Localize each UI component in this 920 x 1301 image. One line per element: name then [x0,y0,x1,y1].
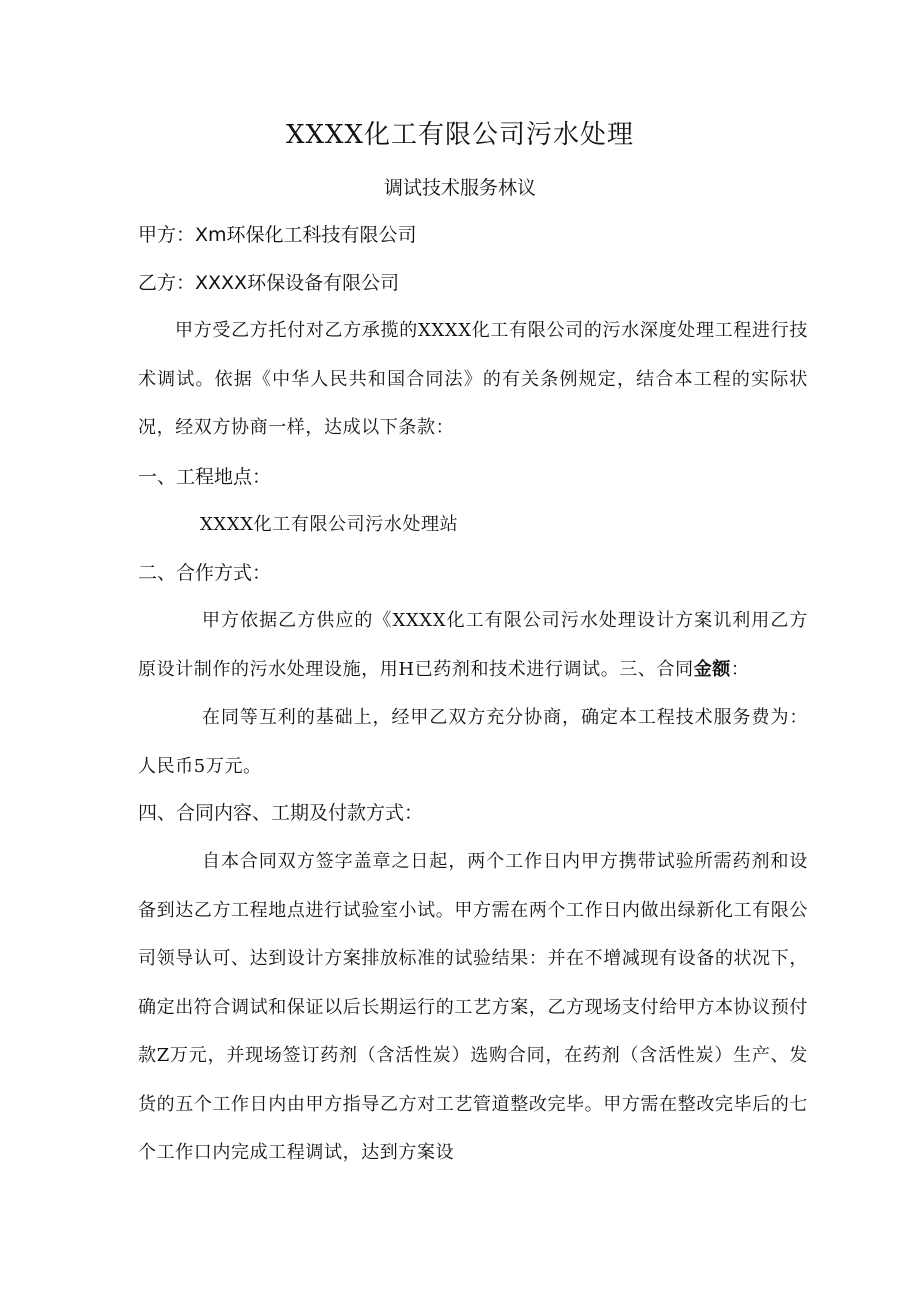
document-title: XXXX化工有限公司污水处理 [285,120,635,150]
section-2-body [138,597,808,694]
section-2-heading: 二、合作方式： [138,562,272,584]
section-2-text: 甲方依据乙方供应的《XXXX化工有限公司污水处理设计方案讥利用乙方原设计制作的污水处理设施，用H已药剂和技术进行调试。三、合同 [138,610,808,680]
section-3-heading-amount: 金额 [693,658,731,680]
document-subtitle: 调试技术服务林议 [383,177,536,199]
section-3-body: 在同等互利的基础上，经甲乙双方充分协商，确定本工程技术服务费为：人民币5万元。 [138,707,808,777]
section-4-body: 自本合同双方签字盖章之日起，两个工作日内甲方携带试验所需药剂和设备到达乙方工程地点进行试验室小试。甲方需在两个工作日内做出绿新化工有限公司领导认可、达到设计方案排放标准的试验结果：并在不增减现有设备的状况下，确定出符合调试和保证以后长期运行的工艺方案，乙方现场支付给甲方本协议预付款Z万元，并现场签订药剂（含活性炭）选购合同，在药剂（含活性炭）生产、发货的五个工作日内由甲方指导乙方对工艺管道整改完毕。甲方需在整改完毕后的七个工作口内完成工程调试，达到方案设 [138,851,808,1163]
section-1-heading: 一、工程地点： [138,466,272,488]
party-a: 甲方：Xm环保化工科技有限公司 [138,224,417,246]
section-4-heading: 四、合同内容、工期及付款方式： [138,802,424,824]
section-2-end: ： [730,658,750,680]
intro-paragraph: 甲方受乙方托付对乙方承揽的XXXX化工有限公司的污水深度处理工程进行技术调试。依据《中华人民共和国合同法》的有关条例规定，结合本工程的实际状况，经双方协商一样，达成以下条款： [138,320,808,438]
party-b: 乙方：XXXX环保设备有限公司 [138,272,400,294]
section-1-body: XXXX化工有限公司污水处理站 [200,514,459,535]
